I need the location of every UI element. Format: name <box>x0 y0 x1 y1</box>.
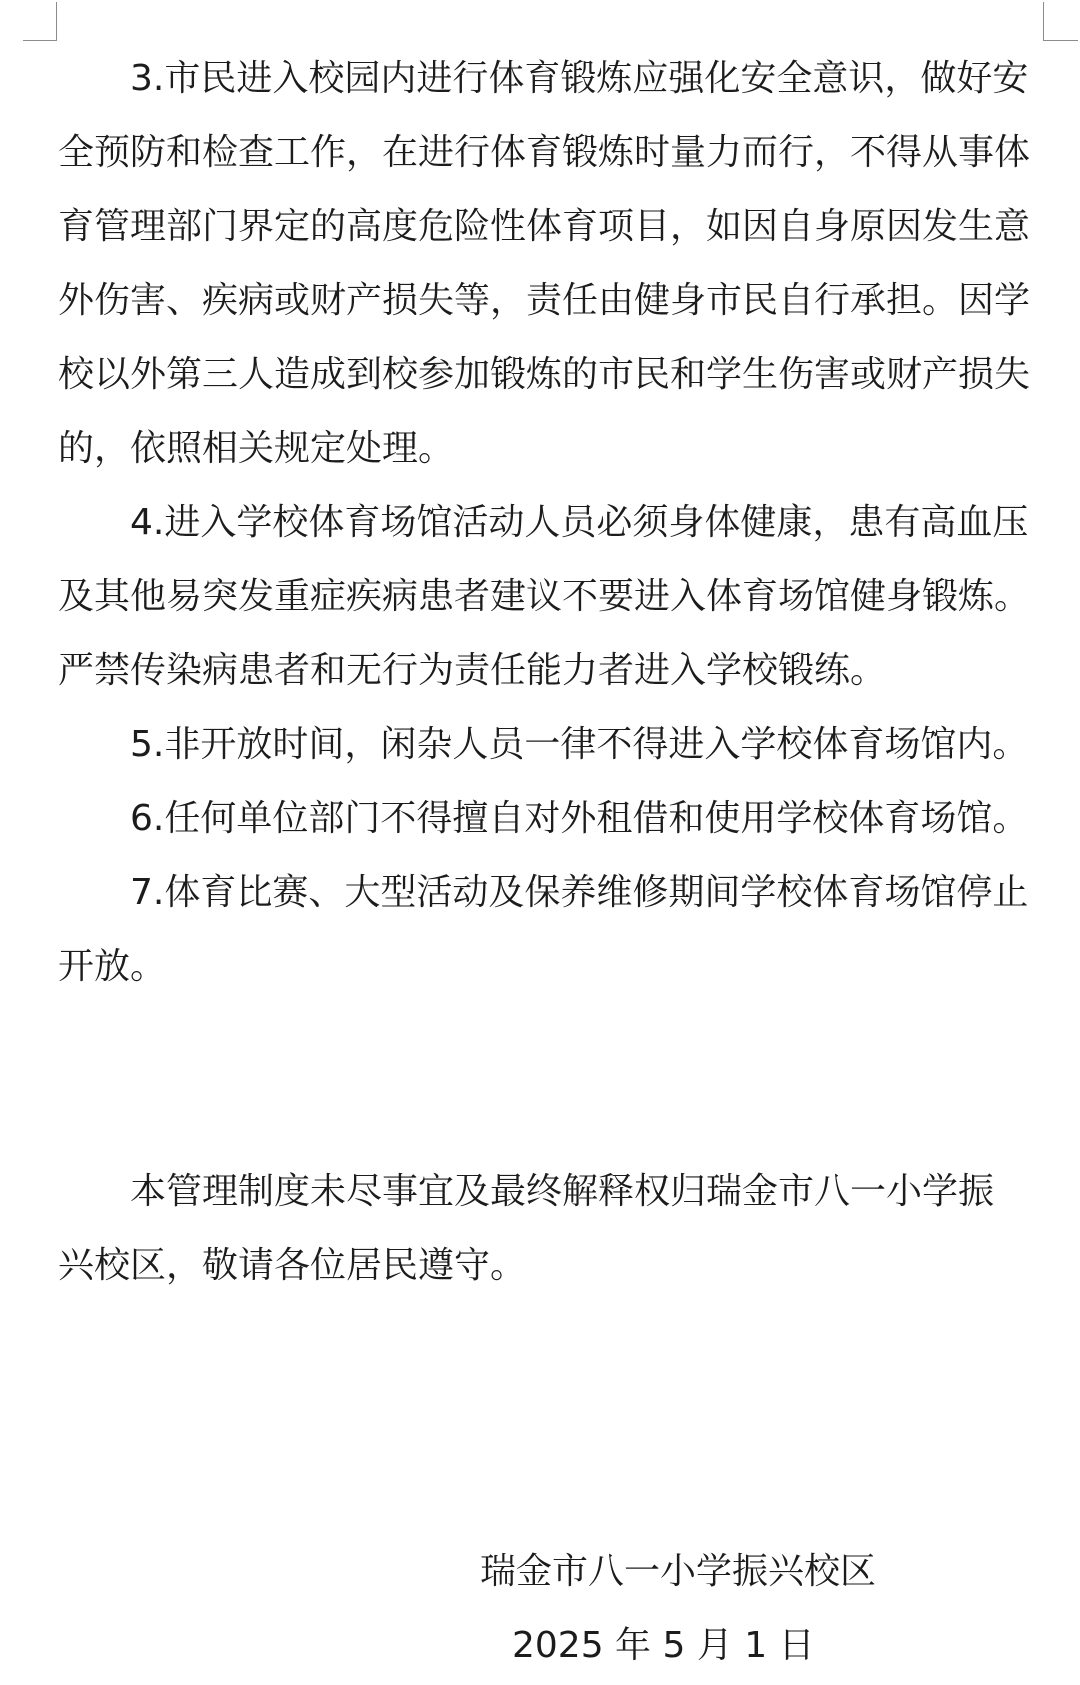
page-corner-mark-left <box>23 2 57 41</box>
closing-statement: 本管理制度未尽事宜及最终解释权归瑞金市八一小学振兴校区，敬请各位居民遵守。 <box>58 1171 995 1286</box>
closing-section <box>58 1155 1018 1303</box>
rule-6: 6.任何单位部门不得擅自对外租借和使用学校体育场馆。 <box>130 798 1029 839</box>
rule-5: 5.非开放时间，闲杂人员一律不得进入学校体育场馆内。 <box>130 724 1029 765</box>
rules-body <box>58 42 1058 1004</box>
signature-block <box>480 1535 1000 1683</box>
rule-4: 4.进入学校体育场馆活动人员必须身体健康，患有高血压及其他易突发重症疾病患者建议不要进入体育场馆健身锻炼。严禁传染病患者和无行为责任能力者进入学校锻练。 <box>58 502 1031 691</box>
rule-3: 3.市民进入校园内进行体育锻炼应强化安全意识，做好安全预防和检查工作，在进行体育锻炼时量力而行，不得从事体育管理部门界定的高度危险性体育项目，如因自身原因发生意外伤害、疾病或财产损失等，责任由健身市民自行承担。因学校以外第三人造成到校参加锻炼的市民和学生伤害或财产损失的，依照相关规定处理。 <box>58 58 1031 469</box>
signature-date: 2025 年 5 月 1 日 <box>512 1625 815 1666</box>
signature-org: 瑞金市八一小学振兴校区 <box>480 1551 877 1592</box>
page-corner-mark-right <box>1043 2 1078 41</box>
rule-7: 7.体育比赛、大型活动及保养维修期间学校体育场馆停止开放。 <box>58 872 1029 987</box>
